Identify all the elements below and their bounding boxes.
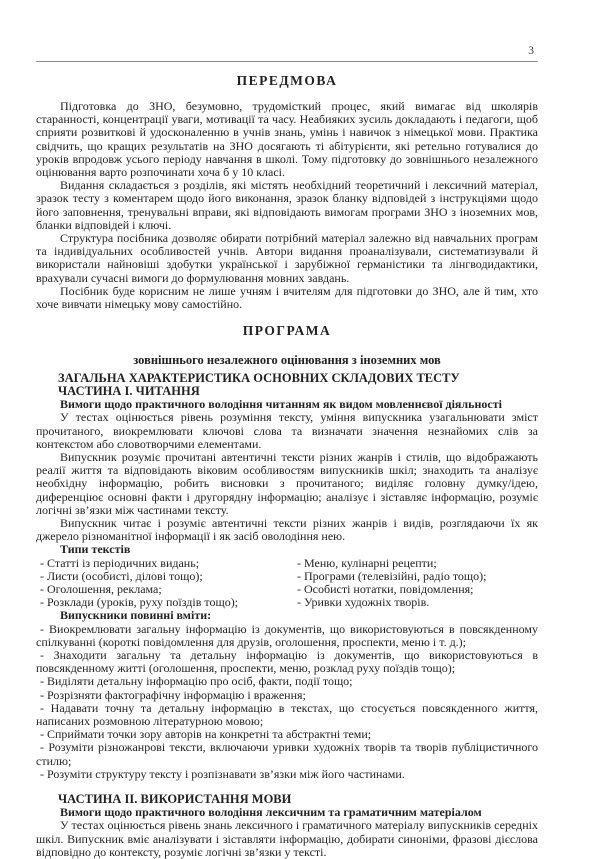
skills-heading: Випускники повинні вміти: bbox=[60, 608, 212, 623]
part2-paragraph: У тестах оцінюється рівень знань лексичного і граматичного матеріалу випускників середніх шкіл. Випускник вміє аналізувати і зіставляти інформацію, добирати синоніми, фразові дієслова відповідно до контексту, розуміє логічні зв’язки у тексті. bbox=[36, 818, 538, 859]
page-body bbox=[36, 73, 538, 859]
part1-heading: ЧАСТИНА І. ЧИТАННЯ bbox=[58, 383, 200, 398]
skill-item: - Знаходити загальну та детальну інформацію із документів, що використовуються в повсякденному житті (оголошення, проспекти, меню, розклад руху поїздів тощо); bbox=[36, 648, 538, 676]
text-types-list bbox=[36, 557, 538, 610]
text-types-right-column bbox=[293, 557, 538, 610]
skill-item: - Розрізняти фактографічну інформацію і враження; bbox=[40, 687, 306, 702]
general-characteristics-heading: ЗАГАЛЬНА ХАРАКТЕРИСТИКА ОСНОВНИХ СКЛАДОВИХ ТЕСТУ bbox=[58, 370, 460, 385]
text-type-item: - Статті із періодичних видань; bbox=[40, 555, 200, 570]
program-subtitle: зовнішнього незалежного оцінювання з іноземних мов bbox=[133, 352, 441, 367]
text-type-item: - Оголошення, реклама; bbox=[40, 582, 162, 596]
part1-paragraph-2: Випускник розуміє прочитані автентичні тексти різних жанрів і стилів, що відображають реалії життя та відповідають віковим особливостям випускників шкіл; знаходить та аналізує необхідну інформацію, робить висновки з прочитаного; виділяє головну думку/ідею, диференціює основні факти і другорядну інформацію; аналізує і зіставляє інформацію, розуміє логічні зв’язки між частинами тексту. bbox=[36, 449, 538, 517]
text-types-heading: Типи текстів bbox=[60, 542, 131, 557]
text-type-item: - Уривки художніх творів. bbox=[297, 595, 430, 610]
text-type-item: - Програми (телевізійні, радіо тощо); bbox=[297, 568, 487, 583]
preface-paragraph-1: Підготовка до ЗНО, безумовно, трудомісткий процес, який вимагає від школярів старанності, концентрації уваги, мотивації та часу. Неабияких зусиль докладають і педагоги, щоб сприяти розвиткові й удосконаленню в учнів знань, умінь і навичок з німецької мови. Практика свідчить, що кращих результатів на ЗНО досягають ті абітурієнти, які ретельно готувалися до уроків впродовж усього періоду навчання в школі. Тому підготовку до зовнішнього незалежного оцінювання варто розпочинати хоча б у 10 класі. bbox=[36, 99, 538, 180]
skill-item: - Розуміти структуру тексту і розпізнавати зв’язки між його частинами. bbox=[40, 766, 405, 781]
skill-item: - Виділяти детальну інформацію про осіб, факти, події тощо; bbox=[40, 674, 353, 689]
skill-item: - Сприймати точки зору авторів на конкретні та абстрактні теми; bbox=[40, 727, 372, 742]
part2-requirements-heading: Вимоги щодо практичного володіння лексичним та граматичним матеріалом bbox=[60, 805, 482, 820]
preface-paragraph-2: Видання складається з розділів, які містять необхідний теоретичний і лексичний матеріал, зразок тесту з коментарем щодо його виконання, зразок бланку відповідей з інструкціями щодо його заповнення, тренувальні вправи, які відповідають вимогам програми ЗНО з іноземних мов, бланки відповідей і ключі. bbox=[36, 178, 538, 232]
text-types-left-column bbox=[36, 557, 293, 610]
preface-paragraph-3: Структура посібника дозволяє обирати потрібний матеріал залежно від навчальних програм та індивідуальних особливостей учнів. Автори видання проаналізували, систематизували й використали найновіші здобутки української і зарубіжної германістики та лінгводидактики, врахували сучасні вимоги до формулювання мовних завдань. bbox=[36, 231, 538, 285]
text-type-item: - Листи (особисті, ділові тощо); bbox=[40, 568, 203, 583]
part2-heading: ЧАСТИНА ІІ. ВИКОРИСТАННЯ МОВИ bbox=[58, 792, 292, 807]
part1-paragraph-1: У тестах оцінюється рівень розуміння тексту, уміння випускника узагальнювати зміст прочитаного, виокремлювати ключові слова та визначати значення незнайомих слів за контекстом або словотворчими елементами. bbox=[36, 410, 538, 451]
text-type-item: - Розклади (уроків, руху поїздів тощо); bbox=[40, 595, 239, 610]
header-rule bbox=[36, 61, 538, 62]
preface-heading: ПЕРЕДМОВА bbox=[236, 73, 338, 88]
part1-requirements-heading: Вимоги щодо практичного володіння читанням як видом мовленнєвої діяльності bbox=[60, 397, 502, 412]
program-title: ПРОГРАМА bbox=[242, 323, 332, 339]
skill-item: - Надавати точну та детальну інформацію в текстах, що стосується повсякденного життя, написаних розмовною літературною мовою; bbox=[36, 700, 538, 729]
text-type-item: - Меню, кулінарні рецепти; bbox=[297, 555, 437, 570]
text-type-item: - Особисті нотатки, повідомлення; bbox=[297, 582, 474, 596]
skill-item: - Виокремлювати загальну інформацію із документів, що використовуються в повсякденному спілкуванні (короткі повідомлення для друзів, оголошення, проспекти, меню і т. д.); bbox=[36, 621, 538, 649]
page-number: 3 bbox=[528, 45, 534, 57]
part1-paragraph-3: Випускник читає і розуміє автентичні тексти різних жанрів і видів, розглядаючи їх як джерело різноманітної інформації і як засіб оволодіння нею. bbox=[36, 515, 538, 544]
skill-item: - Розуміти різножанрові тексти, включаючи уривки художніх творів та творів публіцистичного стилю; bbox=[36, 740, 538, 768]
preface-paragraph-4: Посібник буде корисним не лише учням і вчителям для підготовки до ЗНО, але й тим, хто хоче вивчати німецьку мову самостійно. bbox=[36, 283, 538, 312]
